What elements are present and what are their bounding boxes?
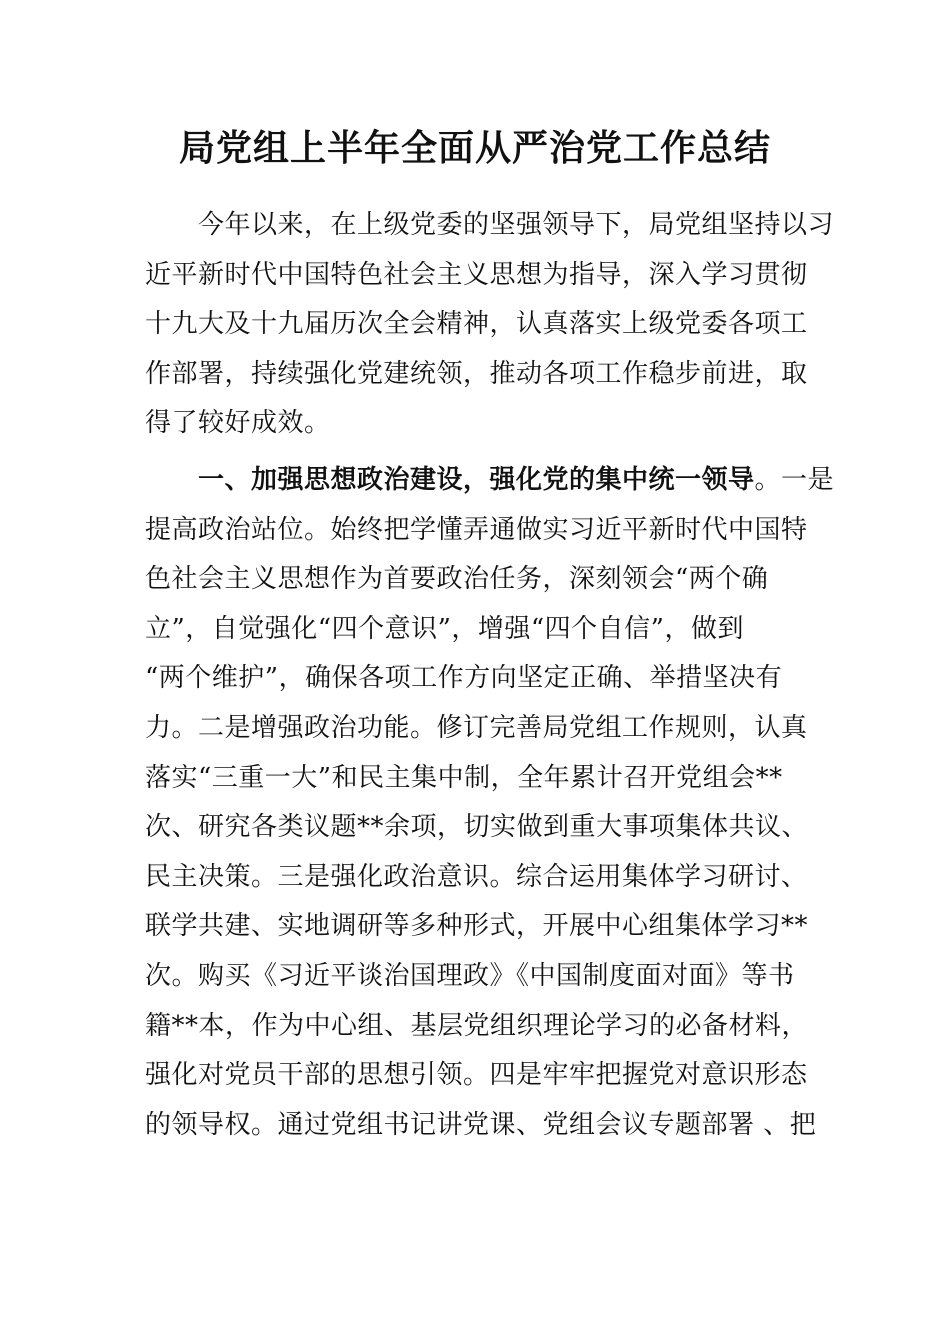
text-line: 籍**本，作为中心组、基层党组织理论学习的必备材料， [145, 1010, 809, 1041]
text-line: 十九大及十九届历次全会精神，认真落实上级党委各项工 [145, 309, 808, 340]
text-line: 得了较好成效。 [145, 408, 331, 439]
text-line: 力。二是增强政治功能。修订完善局党组工作规则，认真 [145, 712, 808, 743]
section-heading-continuation: 。一是 [754, 465, 835, 495]
text-line: 提高政治站位。始终把学懂弄通做实习近平新时代中国特 [145, 514, 808, 545]
text-line: 民主决策。三是强化政治意识。综合运用集体学习研讨、 [145, 861, 808, 892]
text-line: 作部署，持续强化党建统领，推动各项工作稳步前进，取 [145, 358, 808, 389]
section-one-paragraph [145, 456, 835, 1150]
section-heading: 一、加强思想政治建设，强化党的集中统一领导 [145, 465, 755, 495]
text-line: 落实“三重一大”和民主集中制，全年累计召开党组会** [145, 762, 783, 793]
intro-paragraph [145, 201, 835, 449]
text-line: 次、研究各类议题**余项，切实做到重大事项集体共议、 [145, 812, 809, 843]
text-line: 今年以来，在上级党委的坚强领导下，局党组坚持以习 [145, 210, 835, 240]
text-line: “两个维护”，确保各项工作方向坚定正确、举措坚决有 [145, 663, 783, 694]
text-line: 近平新时代中国特色社会主义思想为指导，深入学习贯彻 [145, 259, 808, 290]
document-title: 局党组上半年全面从严治党工作总结 [178, 127, 771, 169]
text-line [145, 456, 835, 506]
text-line: 强化对党员干部的思想引领。四是牢牢把握党对意识形态 [145, 1060, 808, 1091]
text-line: 联学共建、实地调研等多种形式，开展中心组集体学习** [145, 911, 809, 942]
text-line: 次。购买《习近平谈治国理政》《中国制度面对面》等书 [145, 960, 795, 991]
text-line: 的领导权。通过党组书记讲党课、党组会议专题部署 、把 [145, 1109, 817, 1140]
text-line: 色社会主义思想作为首要政治任务，深刻领会“两个确 [145, 564, 769, 595]
text-line: 立”，自觉强化“四个意识”，增强“四个自信”，做到 [145, 613, 744, 644]
